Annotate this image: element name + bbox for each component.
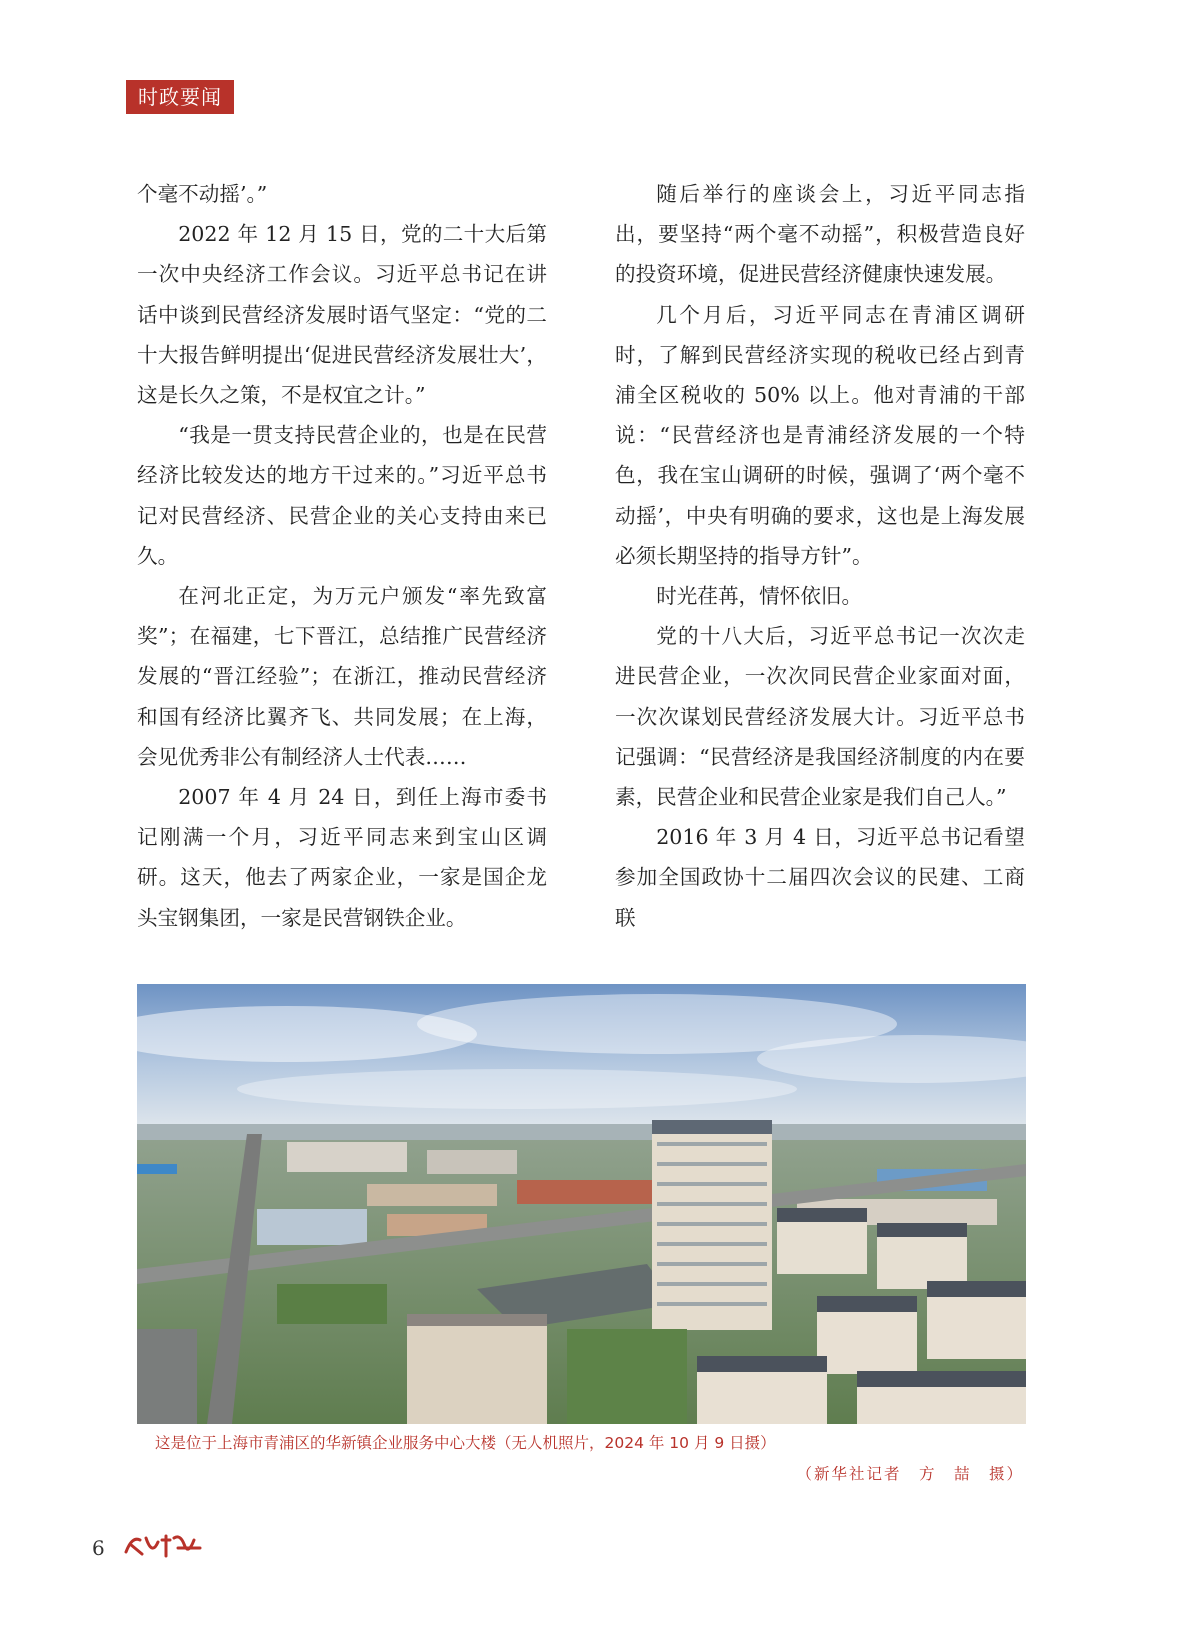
aerial-photo — [137, 984, 1026, 1424]
body-paragraph: 随后举行的座谈会上，习近平同志指出，要坚持“两个毫不动摇”，积极营造良好的投资环境，促进民营经济健康快速发展。 — [615, 182, 1025, 287]
body-paragraph: 2016 年 3 月 4 日，习近平总书记看望参加全国政协十二届四次会议的民建、工商联 — [615, 825, 1025, 930]
page-number: 6 — [92, 1536, 105, 1560]
right-column — [615, 174, 1025, 938]
body-paragraph: 几个月后，习近平同志在青浦区调研时，了解到民营经济实现的税收已经占到青浦全区税收的 50% 以上。他对青浦的干部说：“民营经济也是青浦经济发展的一个特色，我在宝山调研的时候，强调了‘两个毫不动摇’，中央有明确的要求，这也是上海发展必须长期坚持的指导方针”。 — [615, 302, 1025, 568]
photo-caption: 这是位于上海市青浦区的华新镇企业服务中心大楼（无人机照片，2024 年 10 月 9 日摄） — [155, 1434, 776, 1452]
aerial-photo-image — [137, 984, 1026, 1424]
brand-logo-mark — [122, 1530, 204, 1562]
body-paragraph: 党的十八大后，习近平总书记一次次走进民营企业，一次次同民营企业家面对面，一次次谋划民营经济发展大计。习近平总书记强调：“民营经济是我国经济制度的内在要素，民营企业和民营企业家是我们自己人。” — [615, 624, 1025, 810]
body-paragraph: 在河北正定，为万元户颁发“率先致富奖”；在福建，七下晋江，总结推广民营经济发展的“晋江经验”；在浙江，推动民营经济和国有经济比翼齐飞、共同发展；在上海，会见优秀非公有制经济人士代表…… — [137, 584, 547, 769]
body-paragraph: “我是一贯支持民营企业的，也是在民营经济比较发达的地方干过来的。”习近平总书记对民营经济、民营企业的关心支持由来已久。 — [137, 423, 547, 568]
left-column — [137, 174, 547, 938]
section-tag: 时政要闻 — [126, 80, 234, 114]
body-paragraph: 2007 年 4 月 24 日，到任上海市委书记刚满一个月，习近平同志来到宝山区调研。这天，他去了两家企业，一家是国企龙头宝钢集团，一家是民营钢铁企业。 — [137, 785, 547, 930]
photo-credit: （新华社记者 方 喆 摄） — [796, 1465, 1024, 1483]
body-paragraph: 2022 年 12 月 15 日，党的二十大后第一次中央经济工作会议。习近平总书记在讲话中谈到民营经济发展时语气坚定：“党的二十大报告鲜明提出‘促进民营经济发展壮大’，这是长久之策，不是权宜之计。” — [137, 222, 547, 408]
body-paragraph: 个毫不动摇’。” — [137, 182, 268, 206]
body-paragraph: 时光荏苒，情怀依旧。 — [656, 584, 863, 609]
brand-logo — [122, 1530, 204, 1562]
